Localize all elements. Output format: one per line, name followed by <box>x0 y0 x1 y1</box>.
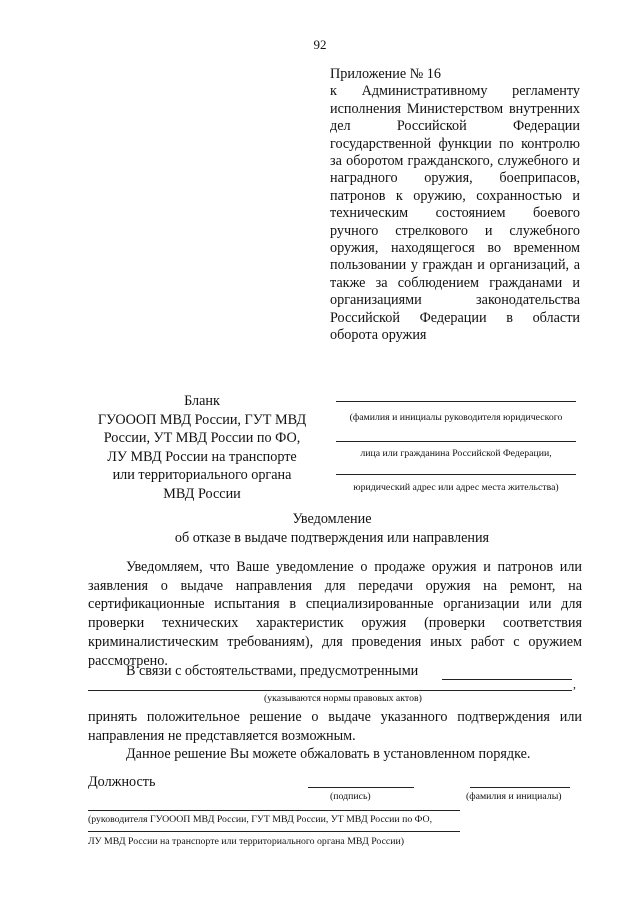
recipient-field-3 <box>336 474 576 494</box>
comma-mark: , <box>573 677 576 691</box>
blank-authority-line: МВД России <box>163 485 241 502</box>
position-line <box>88 810 460 811</box>
recipient-line <box>336 441 576 442</box>
legal-acts-caption: (указываются нормы правовых актов) <box>264 693 422 704</box>
recipient-caption: (фамилия и инициалы руководителя юридического <box>349 412 563 423</box>
position-label: Должность <box>88 774 156 790</box>
recipient-caption: юридический адрес или адрес места жительства) <box>353 482 559 493</box>
recipient-caption: лица или гражданина Российской Федерации, <box>360 448 552 459</box>
notice-paragraph-2: принять положительное решение о выдаче указанного подтверждения или направления не представляется возможным. <box>88 709 582 744</box>
blank-authority-block <box>78 392 326 503</box>
blank-label: Бланк <box>184 393 220 409</box>
position-caption-2: ЛУ МВД России на транспорте или территориального органа МВД России) <box>88 836 405 847</box>
notice-subtitle: об отказе в выдаче подтверждения или направления <box>174 530 490 546</box>
blank-authority-line: России, УТ МВД России по ФО, <box>103 430 301 446</box>
blank-authority-line: ГУОООП МВД России, ГУТ МВД <box>97 411 307 428</box>
blank-authority-line: или территориального органа <box>112 467 292 483</box>
recipient-line <box>336 474 576 475</box>
recipient-field-1 <box>336 401 576 424</box>
signature-caption: (подпись) <box>330 791 371 802</box>
position-line <box>88 831 460 832</box>
recipient-field-2 <box>336 441 576 460</box>
appendix-text: к Административному регламенту исполнения Министерством внутренних дел Российской Федерации государственной функции по контролю за оборотом гражданского, служебного и наградного оружия, боеприпасов, патронов к оружию, сохранностью и техническим состоянием боевого ручного стрелкового и служебного оружия, находящегося во временном пользовании у граждан и организаций, а также за соблюдением гражданами и организациями законодательства Российской Федерации в области оборота оружия <box>330 83 580 344</box>
circumstances-blank-line <box>442 679 572 680</box>
notice-title: Уведомление <box>292 511 372 527</box>
circumstances-label: В связи с обстоятельствами, предусмотренными <box>126 663 419 679</box>
signature-line <box>308 787 414 788</box>
position-caption-1: (руководителя ГУОООП МВД России, ГУТ МВД России, УТ МВД России по ФО, <box>88 814 433 825</box>
notice-paragraph-1: Уведомляем, что Ваше уведомление о продаже оружия и патронов или заявления о выдаче направления для передачи оружия на ремонт, на сертификационные испытания в специализированные организации или для проверки технических характеристик оружия (проверки соответствия криминалистическим требованиям), для проведения иных работ с оружием рассмотрено. <box>88 559 582 669</box>
name-line <box>470 787 570 788</box>
legal-acts-blank-line <box>88 690 572 691</box>
notice-paragraph-3: Данное решение Вы можете обжаловать в установленном порядке. <box>126 746 531 762</box>
name-caption: (фамилия и инициалы) <box>466 791 562 802</box>
appendix-header <box>330 66 580 345</box>
blank-authority-line: ЛУ МВД России на транспорте <box>107 448 297 465</box>
page-number: 92 <box>313 37 327 52</box>
recipient-line <box>336 401 576 402</box>
appendix-title: Приложение № 16 <box>330 66 441 82</box>
